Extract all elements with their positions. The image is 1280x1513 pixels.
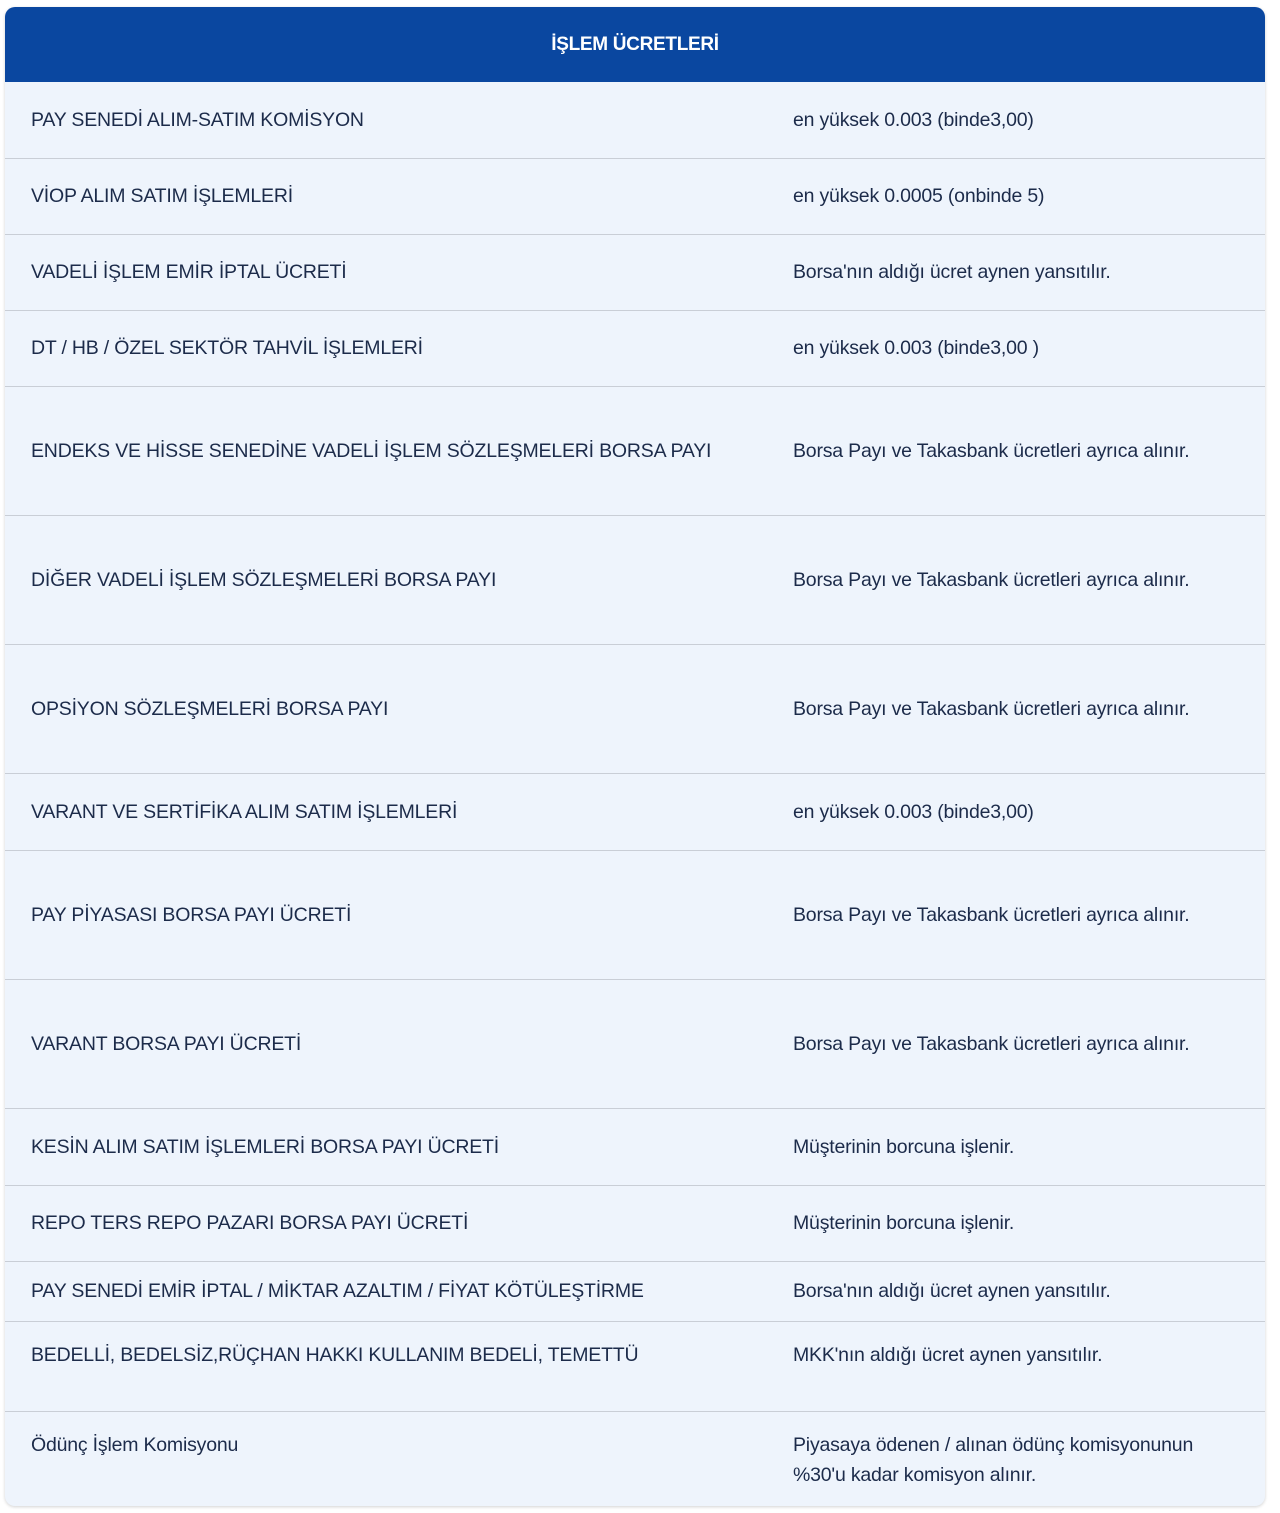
fee-value: en yüksek 0.0005 (onbinde 5)	[793, 158, 1265, 234]
fee-label: PAY SENEDİ EMİR İPTAL / MİKTAR AZALTIM / FİYAT KÖTÜLEŞTİRME	[5, 1261, 793, 1321]
fee-label: PAY PİYASASI BORSA PAYI ÜCRETİ	[5, 850, 793, 979]
fee-label: VİOP ALIM SATIM İŞLEMLERİ	[5, 158, 793, 234]
table-row	[5, 1261, 1265, 1321]
fee-value: Müşterinin borcuna işlenir.	[793, 1108, 1265, 1185]
fee-value: Borsa Payı ve Takasbank ücretleri ayrıca alınır.	[793, 644, 1265, 773]
fee-value: en yüksek 0.003 (binde3,00)	[793, 773, 1265, 850]
table-row	[5, 1185, 1265, 1261]
fee-label: BEDELLİ, BEDELSİZ,RÜÇHAN HAKKI KULLANIM BEDELİ, TEMETTÜ	[5, 1321, 793, 1411]
fee-value: Piyasaya ödenen / alınan ödünç komisyonunun %30'u kadar komisyon alınır.	[793, 1433, 1194, 1486]
table-row	[5, 158, 1265, 234]
fees-table-card	[5, 7, 1265, 1506]
table-row	[5, 979, 1265, 1108]
table-row	[5, 234, 1265, 310]
fee-value: Borsa Payı ve Takasbank ücretleri ayrıca alınır.	[793, 386, 1265, 515]
fee-label: DT / HB / ÖZEL SEKTÖR TAHVİL İŞLEMLERİ	[5, 310, 793, 386]
fee-label: Ödünç İşlem Komisyonu	[31, 1433, 239, 1456]
table-row	[5, 773, 1265, 850]
fee-value: Borsa'nın aldığı ücret aynen yansıtılır.	[793, 234, 1265, 310]
fee-label: ENDEKS VE HİSSE SENEDİNE VADELİ İŞLEM SÖZLEŞMELERİ BORSA PAYI	[5, 386, 793, 515]
fee-label: PAY SENEDİ ALIM-SATIM KOMİSYON	[5, 82, 793, 158]
fee-value: MKK'nın aldığı ücret aynen yansıtılır.	[793, 1321, 1265, 1411]
fee-label: VARANT VE SERTİFİKA ALIM SATIM İŞLEMLERİ	[5, 773, 793, 850]
fee-label: VARANT BORSA PAYI ÜCRETİ	[5, 979, 793, 1108]
fee-value: Borsa Payı ve Takasbank ücretleri ayrıca alınır.	[793, 979, 1265, 1108]
table-title: İŞLEM ÜCRETLERİ	[5, 7, 1265, 82]
table-row	[5, 1108, 1265, 1185]
table-row	[5, 515, 1265, 644]
fee-value: Borsa Payı ve Takasbank ücretleri ayrıca alınır.	[793, 515, 1265, 644]
table-row	[5, 1411, 1265, 1505]
table-row	[5, 82, 1265, 158]
fee-label: KESİN ALIM SATIM İŞLEMLERİ BORSA PAYI ÜCRETİ	[5, 1108, 793, 1185]
table-row	[5, 310, 1265, 386]
table-row	[5, 644, 1265, 773]
fee-label: DİĞER VADELİ İŞLEM SÖZLEŞMELERİ BORSA PAYI	[5, 515, 793, 644]
fees-table	[5, 82, 1265, 1505]
table-row	[5, 850, 1265, 979]
fee-value: en yüksek 0.003 (binde3,00)	[793, 82, 1265, 158]
fee-value: en yüksek 0.003 (binde3,00 )	[793, 310, 1265, 386]
table-row	[5, 386, 1265, 515]
fee-value: Borsa'nın aldığı ücret aynen yansıtılır.	[793, 1261, 1265, 1321]
fee-label: REPO TERS REPO PAZARI BORSA PAYI ÜCRETİ	[5, 1185, 793, 1261]
fee-label: OPSİYON SÖZLEŞMELERİ BORSA PAYI	[5, 644, 793, 773]
fee-value: Müşterinin borcuna işlenir.	[793, 1185, 1265, 1261]
table-row	[5, 1321, 1265, 1411]
fee-value: Borsa Payı ve Takasbank ücretleri ayrıca alınır.	[793, 850, 1265, 979]
fee-label: VADELİ İŞLEM EMİR İPTAL ÜCRETİ	[5, 234, 793, 310]
